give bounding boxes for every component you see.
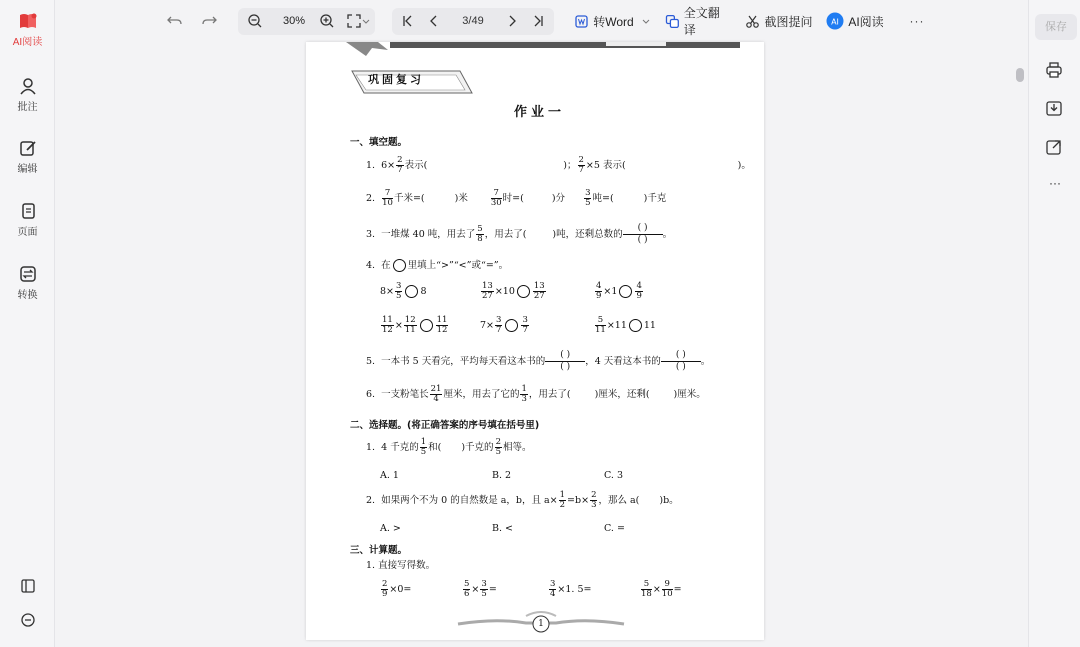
zoom-out-button[interactable] [243,9,267,33]
redo-icon [201,14,217,28]
calc-item-3: $\frac{3}{4}$ ×1. 5= [550,579,592,599]
last-page-icon [531,14,545,28]
compare-item-6: $\frac{5}{11}$ ×11 11 [595,315,656,335]
header-decoration [306,42,764,62]
part3-heading: 三、计算题。 [350,545,408,556]
fit-page-button[interactable] [343,9,373,33]
zoom-in-icon [319,13,335,29]
screenshot-ask-label: 截图提问 [764,14,813,29]
printer-icon [1045,61,1063,79]
word-icon [574,14,589,29]
choice-1-option-a: A. 1 [380,470,399,481]
part1-heading: 一、填空题。 [350,137,408,148]
ai-read-icon [18,12,38,30]
question-3: 3. 一堆煤 40 吨，用去了 $\frac{5}{8}$ ，用去了( )吨，还剩总数的 ( ) ( ) 。 [366,223,673,245]
choice-question-1: 1. 4 千克的 $\frac{1}{5}$ 和( )千克的 $\frac{2}{5}$ 相等。 [366,437,532,457]
edit-icon [19,139,37,157]
sidebar-item-label: 编辑 [17,164,38,175]
section-banner: 巩固复习 [368,73,424,86]
redo-button[interactable] [197,9,221,33]
more-icon: ··· [909,14,925,28]
translate-button[interactable] [665,6,731,37]
chevron-down-icon [642,17,650,25]
annotate-icon [19,77,37,95]
choice-2-option-b: B. < [492,523,513,534]
undo-icon [167,14,183,28]
sidebar-item-label: 页面 [17,227,38,238]
page-title: 作业一 [514,105,566,120]
comment-button[interactable] [0,612,55,631]
compare-item-2: $\frac{13}{27}$ ×10 $\frac{13}{27}$ [482,281,545,301]
right-sidebar [1028,0,1080,647]
ai-read-label: AI阅读 [848,14,884,29]
next-page-button[interactable] [501,9,523,33]
compare-item-1: 8× $\frac{3}{5}$ 8 [380,281,427,301]
page-number: 1 [538,619,544,629]
sidebar-item-label: 转换 [17,290,38,301]
page-indicator[interactable]: 3/49 [462,15,484,27]
prev-page-button[interactable] [423,9,445,33]
chevron-left-icon [427,14,441,28]
sidebar-item-ai-read[interactable] [0,12,55,48]
choice-1-option-b: B. 2 [492,470,512,481]
first-page-button[interactable] [397,9,419,33]
zoom-level[interactable]: 30% [282,15,306,27]
question-6: 6. 一支粉笔长 $\frac{21}{4}$ 厘米，用去了它的 $\frac{1}{3}$ ，用去了( )厘米，还剩( )厘米。 [366,384,706,404]
convert-icon [19,265,37,283]
compare-item-5: 7× $\frac{3}{7}$ $\frac{3}{7}$ [480,315,528,335]
choice-question-2: 2. 如果两个不为 0 的自然数是 a，b，且 a× $\frac{1}{2}$ =b× $\frac{2}{3}$ ，那么 a( )b。 [366,490,679,510]
ai-read-button[interactable] [825,9,885,33]
top-toolbar [55,0,1028,42]
more-button[interactable] [905,9,929,33]
ai-read-icon [826,12,844,30]
screenshot-ask-button[interactable] [745,9,813,33]
vertical-scrollbar-thumb[interactable] [1016,68,1024,82]
sidebar-item-page[interactable] [0,202,55,238]
chevron-down-icon [362,17,370,25]
document-page [306,42,764,640]
svg-text:AI: AI [831,17,840,27]
comment-icon [20,612,36,628]
question-4: 4. 在 里填上“>”“<”或“=”。 [366,260,509,271]
sidebar-toggle-icon [20,578,36,594]
save-button[interactable]: 保存 [1035,14,1077,40]
more-options-button[interactable]: ··· [1049,176,1061,190]
question-1: 1. 6× $\frac{2}{7}$ 表示( )； $\frac{2}{7}$ ×5 表示( )。 [366,155,751,175]
undo-button[interactable] [163,9,187,33]
calc-instruction: 1. 直接写得数。 [366,560,436,571]
download-icon [1045,99,1063,117]
sidebar-item-label: 批注 [17,102,38,113]
calc-item-4: $\frac{5}{18}$ × $\frac{9}{10}$ = [641,579,682,599]
choice-2-option-a: A. > [380,523,401,534]
chevron-right-icon [505,14,519,28]
print-button[interactable] [1045,61,1065,81]
page-icon [19,202,37,220]
compare-item-3: $\frac{4}{9}$ ×1 $\frac{4}{9}$ [596,281,642,301]
translate-label: 全文翻译 [683,6,720,37]
zoom-in-button[interactable] [315,9,339,33]
download-button[interactable] [1045,99,1065,119]
to-word-label: 转Word [593,14,634,29]
last-page-button[interactable] [527,9,549,33]
calc-item-2: $\frac{5}{6}$ × $\frac{3}{5}$ = [464,579,497,599]
question-5: 5. 一本书 5 天看完，平均每天看这本书的 ( ) ( ) ，4 天看这本书的 ( ) ( ) 。 [366,350,711,372]
scissors-icon [745,14,760,29]
sidebar-item-convert[interactable] [0,265,55,301]
choice-2-option-c: C. = [604,523,625,534]
calc-item-1: $\frac{2}{9}$ ×0= [382,579,412,599]
sidebar-item-annotate[interactable] [0,77,55,113]
sidebar-toggle-button[interactable] [0,578,55,597]
share-icon [1045,138,1063,156]
first-page-icon [401,14,415,28]
sidebar-item-edit[interactable] [0,139,55,175]
fit-page-icon [346,13,362,29]
left-sidebar [0,0,55,647]
to-word-button[interactable] [574,9,650,33]
share-button[interactable] [1045,138,1065,158]
zoom-out-icon [247,13,263,29]
part2-heading: 二、选择题。(将正确答案的序号填在括号里) [350,420,540,431]
sidebar-item-label: AI阅读 [12,37,43,48]
choice-1-option-c: C. 3 [604,470,624,481]
translate-icon [665,14,680,29]
compare-item-4: $\frac{11}{12}$ × $\frac{12}{11}$ $\frac{11}{12}$ [382,315,448,335]
question-2: 2. $\frac{7}{10}$ 千米=( )米 $\frac{7}{30}$ 时=( )分 $\frac{3}{5}$ 吨=( )千克 [366,188,667,208]
